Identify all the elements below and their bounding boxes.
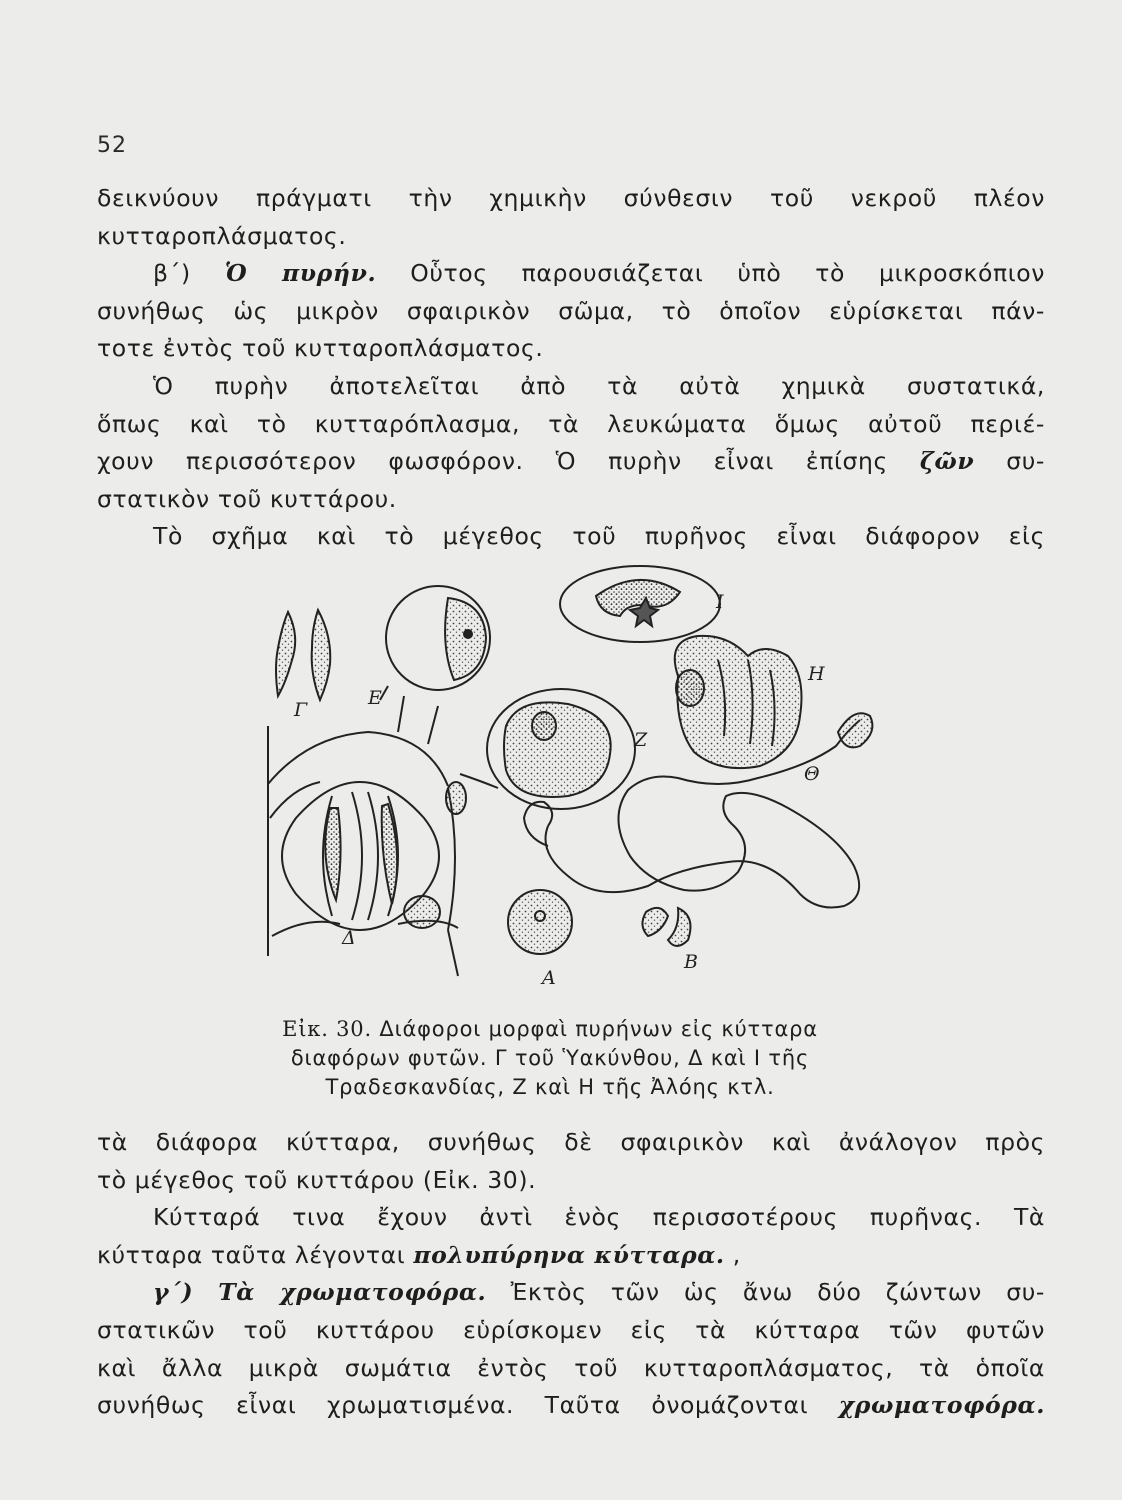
text-line: καὶ ἄλλα μικρὰ σωμάτια ἐντὸς τοῦ κυτταροπλάσματος, τὰ ὁποῖα [97, 1353, 1045, 1382]
caption-line: διαφόρων φυτῶν. Γ τοῦ Ὑακύνθου, Δ καὶ Ι τῆς [290, 1046, 810, 1070]
emphasis-term: πολυπύρηνα κύτταρα. [413, 1240, 725, 1269]
text-segment: Οὗτος παρουσιάζεται ὑπὸ τὸ μικροσκόπιον [376, 259, 1045, 288]
text-line: κυτταροπλάσματος. [97, 221, 347, 250]
text-line: τὰ διάφορα κύτταρα, συνήθως δὲ σφαιρικὸν καὶ ἀνάλογον πρὸς [97, 1128, 1045, 1156]
figure-label-eta: Η [808, 663, 825, 685]
text-line [97, 1237, 1045, 1275]
page-number: 52 [97, 133, 127, 158]
figure-label-beta: Β [684, 951, 698, 973]
caption-line: Τραδεσκανδίας, Ζ καὶ Η τῆς Ἀλόης κτλ. [325, 1075, 775, 1099]
figure-label-iota: Ι [716, 591, 724, 613]
text-line: ὅπως καὶ τὸ κυτταρόπλασμα, τὰ λευκώματα ὅμως αὐτοῦ περιέ- [97, 409, 1045, 438]
text-line [97, 1274, 1045, 1312]
figure-caption [200, 1015, 900, 1102]
text-line: στατικὸν τοῦ κυττάρου. [97, 484, 397, 513]
text-line: συνήθως ὡς μικρὸν σφαιρικὸν σῶμα, τὸ ὁποῖον εὑρίσκεται πάν- [97, 296, 1045, 325]
emphasis-term: χρωματοφόρα. [838, 1391, 1045, 1420]
text-line [97, 255, 1045, 293]
text-segment: κύτταρα ταῦτα λέγονται [97, 1240, 414, 1269]
section-heading: Ὁ πυρήν. [224, 259, 377, 288]
text-line: τὸ μέγεθος τοῦ κυττάρου (Εἰκ. 30). [97, 1165, 537, 1194]
text-line: Τὸ σχῆμα καὶ τὸ μέγεθος τοῦ πυρῆνος εἶναι διάφορον εἰς [153, 522, 1045, 551]
figure-label-alpha: Α [542, 967, 556, 989]
figure-label-gamma: Γ [294, 699, 308, 721]
figure-30 [248, 556, 888, 996]
figure-label-zeta: Ζ [634, 729, 648, 751]
top-paragraphs [97, 180, 1045, 556]
caption-text: Διάφοροι μορφαὶ πυρήνων εἰς κύτταρα [371, 1017, 818, 1041]
caption-line [200, 1015, 900, 1044]
text-segment: συ- [974, 447, 1046, 476]
text-segment: συνήθως εἶναι χρωματισμένα. Ταῦτα ὀνομάζονται [97, 1391, 839, 1420]
figure-reference: Εἰκ. 30. [282, 1017, 372, 1041]
text-segment: , [724, 1240, 741, 1269]
text-line [97, 443, 1045, 481]
text-line: τοτε ἐντὸς τοῦ κυτταροπλάσματος. [97, 334, 544, 363]
figure-label-delta: Δ [342, 927, 356, 949]
cell-nuclei-illustration [248, 556, 888, 996]
text-line: στατικῶν τοῦ κυττάρου εὑρίσκομεν εἰς τὰ κύτταρα τῶν φυτῶν [97, 1315, 1045, 1344]
section-number: β΄) [153, 259, 225, 288]
text-segment: Ἐκτὸς τῶν ὡς ἄνω δύο ζώντων συ- [486, 1278, 1045, 1307]
bottom-paragraphs [97, 1124, 1045, 1425]
text-line: δεικνύουν πράγματι τὴν χημικὴν σύνθεσιν τοῦ νεκροῦ πλέον [97, 184, 1045, 212]
section-heading: γ΄) Τὰ χρωματοφόρα. [153, 1278, 487, 1307]
figure-label-theta: Θ [804, 763, 820, 785]
text-segment: χουν περισσότερον φωσφόρον. Ὁ πυρὴν εἶναι ἐπίσης [97, 447, 920, 476]
text-line: Κύτταρά τινα ἔχουν ἀντὶ ἑνὸς περισσοτέρους πυρῆνας. Τὰ [153, 1203, 1045, 1232]
figure-label-epsilon: Ε [368, 687, 382, 709]
text-line: Ὁ πυρὴν ἀποτελεῖται ἀπὸ τὰ αὐτὰ χημικὰ συστατικά, [153, 371, 1045, 400]
emphasis-term: ζῶν [919, 447, 975, 476]
text-line [97, 1387, 1045, 1425]
